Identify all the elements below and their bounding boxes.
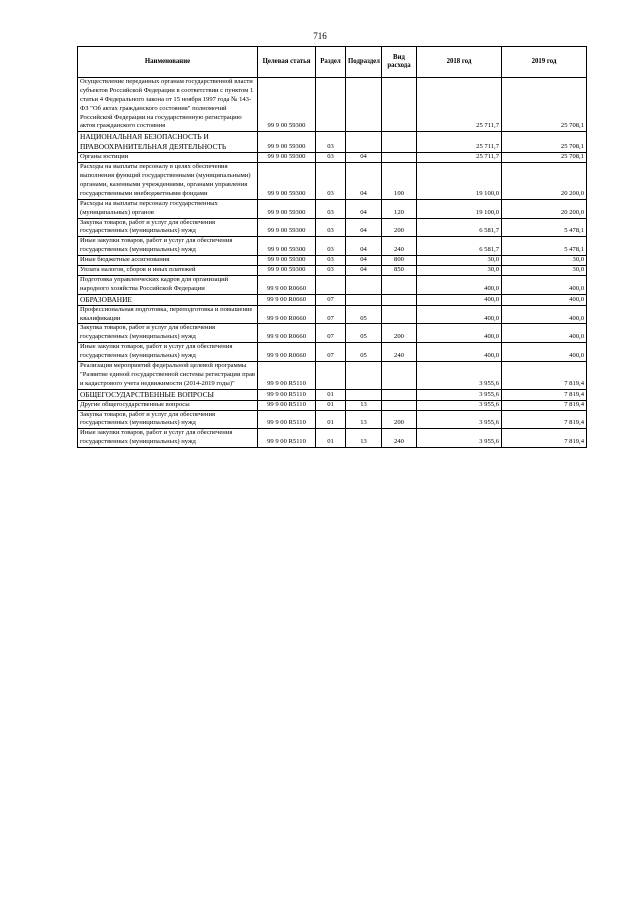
- row-target-item: 99 9 00 59300: [258, 256, 316, 266]
- row-target-item: 99 9 00 59300: [258, 237, 316, 256]
- row-amount-2019: 5 478,1: [502, 237, 587, 256]
- row-amount-2018: 19 100,0: [417, 163, 502, 200]
- row-amount-2019: 400,0: [502, 324, 587, 343]
- header-subsection: Подраздел: [346, 47, 382, 78]
- row-section: 03: [316, 256, 346, 266]
- table-row: [78, 199, 587, 218]
- row-subsection: 04: [346, 256, 382, 266]
- table-header-row: [78, 47, 587, 78]
- row-subsection: 13: [346, 400, 382, 410]
- row-amount-2019: 400,0: [502, 305, 587, 324]
- row-name: Иные закупки товаров, работ и услуг для обеспечения государственных (муниципальных) нужд: [78, 429, 258, 448]
- table-row: [78, 324, 587, 343]
- table-row: [78, 218, 587, 237]
- row-expense-kind: [382, 275, 417, 294]
- row-target-item: 99 9 00 R0660: [258, 305, 316, 324]
- row-expense-kind: 200: [382, 218, 417, 237]
- page-number: 716: [313, 31, 327, 41]
- row-amount-2019: 25 708,1: [502, 132, 587, 153]
- row-amount-2019: 400,0: [502, 294, 587, 305]
- row-name: Уплата налогов, сборов и иных платежей: [78, 266, 258, 276]
- row-target-item: 99 9 00 59300: [258, 163, 316, 200]
- table-row: [78, 410, 587, 429]
- table-row: [78, 294, 587, 305]
- row-name: Реализация мероприятий федеральной целевой программы "Развитие единой государственной системы регистрации прав и кадастрового учета недвижимости (2014-2019 годы)": [78, 362, 258, 390]
- table-row: [78, 256, 587, 266]
- row-expense-kind: [382, 132, 417, 153]
- row-expense-kind: 850: [382, 266, 417, 276]
- row-section: 03: [316, 218, 346, 237]
- row-expense-kind: 240: [382, 343, 417, 362]
- row-subsection: 05: [346, 305, 382, 324]
- row-name: Расходы на выплаты персоналу в целях обеспечения выполнения функций государственными (муниципальными) органами, казенными учреждениями, органами управления государственными внебюджетными фондами: [78, 163, 258, 200]
- row-amount-2019: 5 478,1: [502, 218, 587, 237]
- row-section: 03: [316, 163, 346, 200]
- table-row: [78, 163, 587, 200]
- table-row: [78, 153, 587, 163]
- row-target-item: 99 9 00 R0660: [258, 343, 316, 362]
- row-subsection: 13: [346, 429, 382, 448]
- table-row: [78, 400, 587, 410]
- table-body: [78, 78, 587, 448]
- row-subsection: 05: [346, 324, 382, 343]
- row-name: ОБЩЕГОСУДАРСТВЕННЫЕ ВОПРОСЫ: [78, 389, 258, 400]
- row-name: Иные бюджетные ассигнования: [78, 256, 258, 266]
- row-name: Другие общегосударственные вопросы: [78, 400, 258, 410]
- table-row: [78, 343, 587, 362]
- row-amount-2018: 6 581,7: [417, 218, 502, 237]
- row-target-item: 99 9 00 R5110: [258, 362, 316, 390]
- row-expense-kind: [382, 362, 417, 390]
- row-amount-2019: 7 819,4: [502, 389, 587, 400]
- row-amount-2019: 25 708,1: [502, 153, 587, 163]
- row-section: 01: [316, 400, 346, 410]
- row-target-item: 99 9 00 59300: [258, 132, 316, 153]
- row-subsection: [346, 294, 382, 305]
- row-amount-2018: 3 955,6: [417, 389, 502, 400]
- row-expense-kind: 800: [382, 256, 417, 266]
- table-row: [78, 362, 587, 390]
- row-subsection: [346, 78, 382, 132]
- row-amount-2019: 7 819,4: [502, 362, 587, 390]
- row-section: 01: [316, 410, 346, 429]
- row-amount-2019: 30,0: [502, 256, 587, 266]
- row-subsection: [346, 275, 382, 294]
- row-amount-2018: 400,0: [417, 294, 502, 305]
- row-section: 03: [316, 199, 346, 218]
- row-subsection: [346, 389, 382, 400]
- row-amount-2018: 30,0: [417, 256, 502, 266]
- row-name: Осуществление переданных органам государственной власти субъектов Российской Федерации в соответствии с пунктом 1 статьи 4 Федерального закона от 15 ноября 1997 года № 143-ФЗ "Об актах гражданского состояния" полномочий Российской Федерации на государственную регистрацию актов гражданского состояния: [78, 78, 258, 132]
- row-expense-kind: 200: [382, 410, 417, 429]
- row-amount-2019: 7 819,4: [502, 429, 587, 448]
- row-amount-2019: 400,0: [502, 275, 587, 294]
- table-row: [78, 389, 587, 400]
- table-row: [78, 78, 587, 132]
- row-expense-kind: 240: [382, 237, 417, 256]
- row-section: 01: [316, 389, 346, 400]
- row-name: Иные закупки товаров, работ и услуг для обеспечения государственных (муниципальных) нужд: [78, 343, 258, 362]
- row-target-item: 99 9 00 R0660: [258, 294, 316, 305]
- row-target-item: 99 9 00 R5110: [258, 410, 316, 429]
- row-target-item: 99 9 00 R0660: [258, 275, 316, 294]
- table-row: [78, 305, 587, 324]
- row-target-item: 99 9 00 59300: [258, 266, 316, 276]
- row-amount-2019: 400,0: [502, 343, 587, 362]
- header-name: Наименование: [78, 47, 258, 78]
- row-section: 03: [316, 132, 346, 153]
- row-amount-2019: 7 819,4: [502, 410, 587, 429]
- row-subsection: 04: [346, 199, 382, 218]
- header-target-item: Целевая статья: [258, 47, 316, 78]
- row-expense-kind: 120: [382, 199, 417, 218]
- row-amount-2018: 400,0: [417, 305, 502, 324]
- row-amount-2018: 30,0: [417, 266, 502, 276]
- row-amount-2018: 6 581,7: [417, 237, 502, 256]
- row-amount-2019: 7 819,4: [502, 400, 587, 410]
- row-expense-kind: 200: [382, 324, 417, 343]
- row-subsection: 13: [346, 410, 382, 429]
- row-section: 03: [316, 237, 346, 256]
- row-amount-2018: 25 711,7: [417, 132, 502, 153]
- table-row: [78, 132, 587, 153]
- header-expense-kind: Вид расхода: [382, 47, 417, 78]
- header-year-2019: 2019 год: [502, 47, 587, 78]
- row-name: Закупка товаров, работ и услуг для обеспечения государственных (муниципальных) нужд: [78, 218, 258, 237]
- table-row: [78, 266, 587, 276]
- row-section: [316, 362, 346, 390]
- row-name: НАЦИОНАЛЬНАЯ БЕЗОПАСНОСТЬ И ПРАВООХРАНИТЕЛЬНАЯ ДЕЯТЕЛЬНОСТЬ: [78, 132, 258, 153]
- budget-table: [77, 46, 587, 448]
- row-subsection: 05: [346, 343, 382, 362]
- table-row: [78, 429, 587, 448]
- row-target-item: 99 9 00 59300: [258, 78, 316, 132]
- row-name: ОБРАЗОВАНИЕ: [78, 294, 258, 305]
- row-target-item: 99 9 00 R0660: [258, 324, 316, 343]
- row-expense-kind: 240: [382, 429, 417, 448]
- row-target-item: 99 9 00 R5110: [258, 389, 316, 400]
- row-section: 07: [316, 305, 346, 324]
- row-name: Иные закупки товаров, работ и услуг для обеспечения государственных (муниципальных) нужд: [78, 237, 258, 256]
- row-expense-kind: [382, 305, 417, 324]
- row-subsection: 04: [346, 237, 382, 256]
- row-amount-2018: 3 955,6: [417, 410, 502, 429]
- row-target-item: 99 9 00 59300: [258, 153, 316, 163]
- row-amount-2019: 20 200,0: [502, 163, 587, 200]
- row-expense-kind: [382, 78, 417, 132]
- table-row: [78, 275, 587, 294]
- row-amount-2018: 400,0: [417, 275, 502, 294]
- row-subsection: 04: [346, 266, 382, 276]
- row-amount-2019: 30,0: [502, 266, 587, 276]
- row-subsection: [346, 132, 382, 153]
- row-section: 07: [316, 294, 346, 305]
- row-section: [316, 275, 346, 294]
- row-subsection: 04: [346, 153, 382, 163]
- row-section: 03: [316, 153, 346, 163]
- row-section: 03: [316, 266, 346, 276]
- row-name: Закупка товаров, работ и услуг для обеспечения государственных (муниципальных) нужд: [78, 410, 258, 429]
- row-amount-2018: 19 100,0: [417, 199, 502, 218]
- row-amount-2018: 25 711,7: [417, 153, 502, 163]
- row-section: 07: [316, 324, 346, 343]
- row-amount-2018: 3 955,6: [417, 362, 502, 390]
- row-subsection: 04: [346, 163, 382, 200]
- row-amount-2019: 20 200,0: [502, 199, 587, 218]
- row-name: Подготовка управленческих кадров для организаций народного хозяйства Российской Федерации: [78, 275, 258, 294]
- row-expense-kind: [382, 400, 417, 410]
- row-name: Расходы на выплаты персоналу государственных (муниципальных) органов: [78, 199, 258, 218]
- row-amount-2018: 25 711,7: [417, 78, 502, 132]
- row-section: 01: [316, 429, 346, 448]
- row-amount-2018: 3 955,6: [417, 400, 502, 410]
- header-year-2018: 2018 год: [417, 47, 502, 78]
- row-subsection: 04: [346, 218, 382, 237]
- row-target-item: 99 9 00 R5110: [258, 400, 316, 410]
- row-name: Органы юстиции: [78, 153, 258, 163]
- row-target-item: 99 9 00 R5110: [258, 429, 316, 448]
- row-name: Профессиональная подготовка, переподготовка и повышение квалификации: [78, 305, 258, 324]
- row-amount-2019: 25 708,1: [502, 78, 587, 132]
- row-target-item: 99 9 00 59300: [258, 199, 316, 218]
- row-expense-kind: [382, 294, 417, 305]
- row-target-item: 99 9 00 59300: [258, 218, 316, 237]
- row-amount-2018: 400,0: [417, 324, 502, 343]
- row-name: Закупка товаров, работ и услуг для обеспечения государственных (муниципальных) нужд: [78, 324, 258, 343]
- row-expense-kind: 100: [382, 163, 417, 200]
- row-amount-2018: 3 955,6: [417, 429, 502, 448]
- table-row: [78, 237, 587, 256]
- row-amount-2018: 400,0: [417, 343, 502, 362]
- row-expense-kind: [382, 389, 417, 400]
- header-section: Раздел: [316, 47, 346, 78]
- row-expense-kind: [382, 153, 417, 163]
- row-section: [316, 78, 346, 132]
- row-subsection: [346, 362, 382, 390]
- row-section: 07: [316, 343, 346, 362]
